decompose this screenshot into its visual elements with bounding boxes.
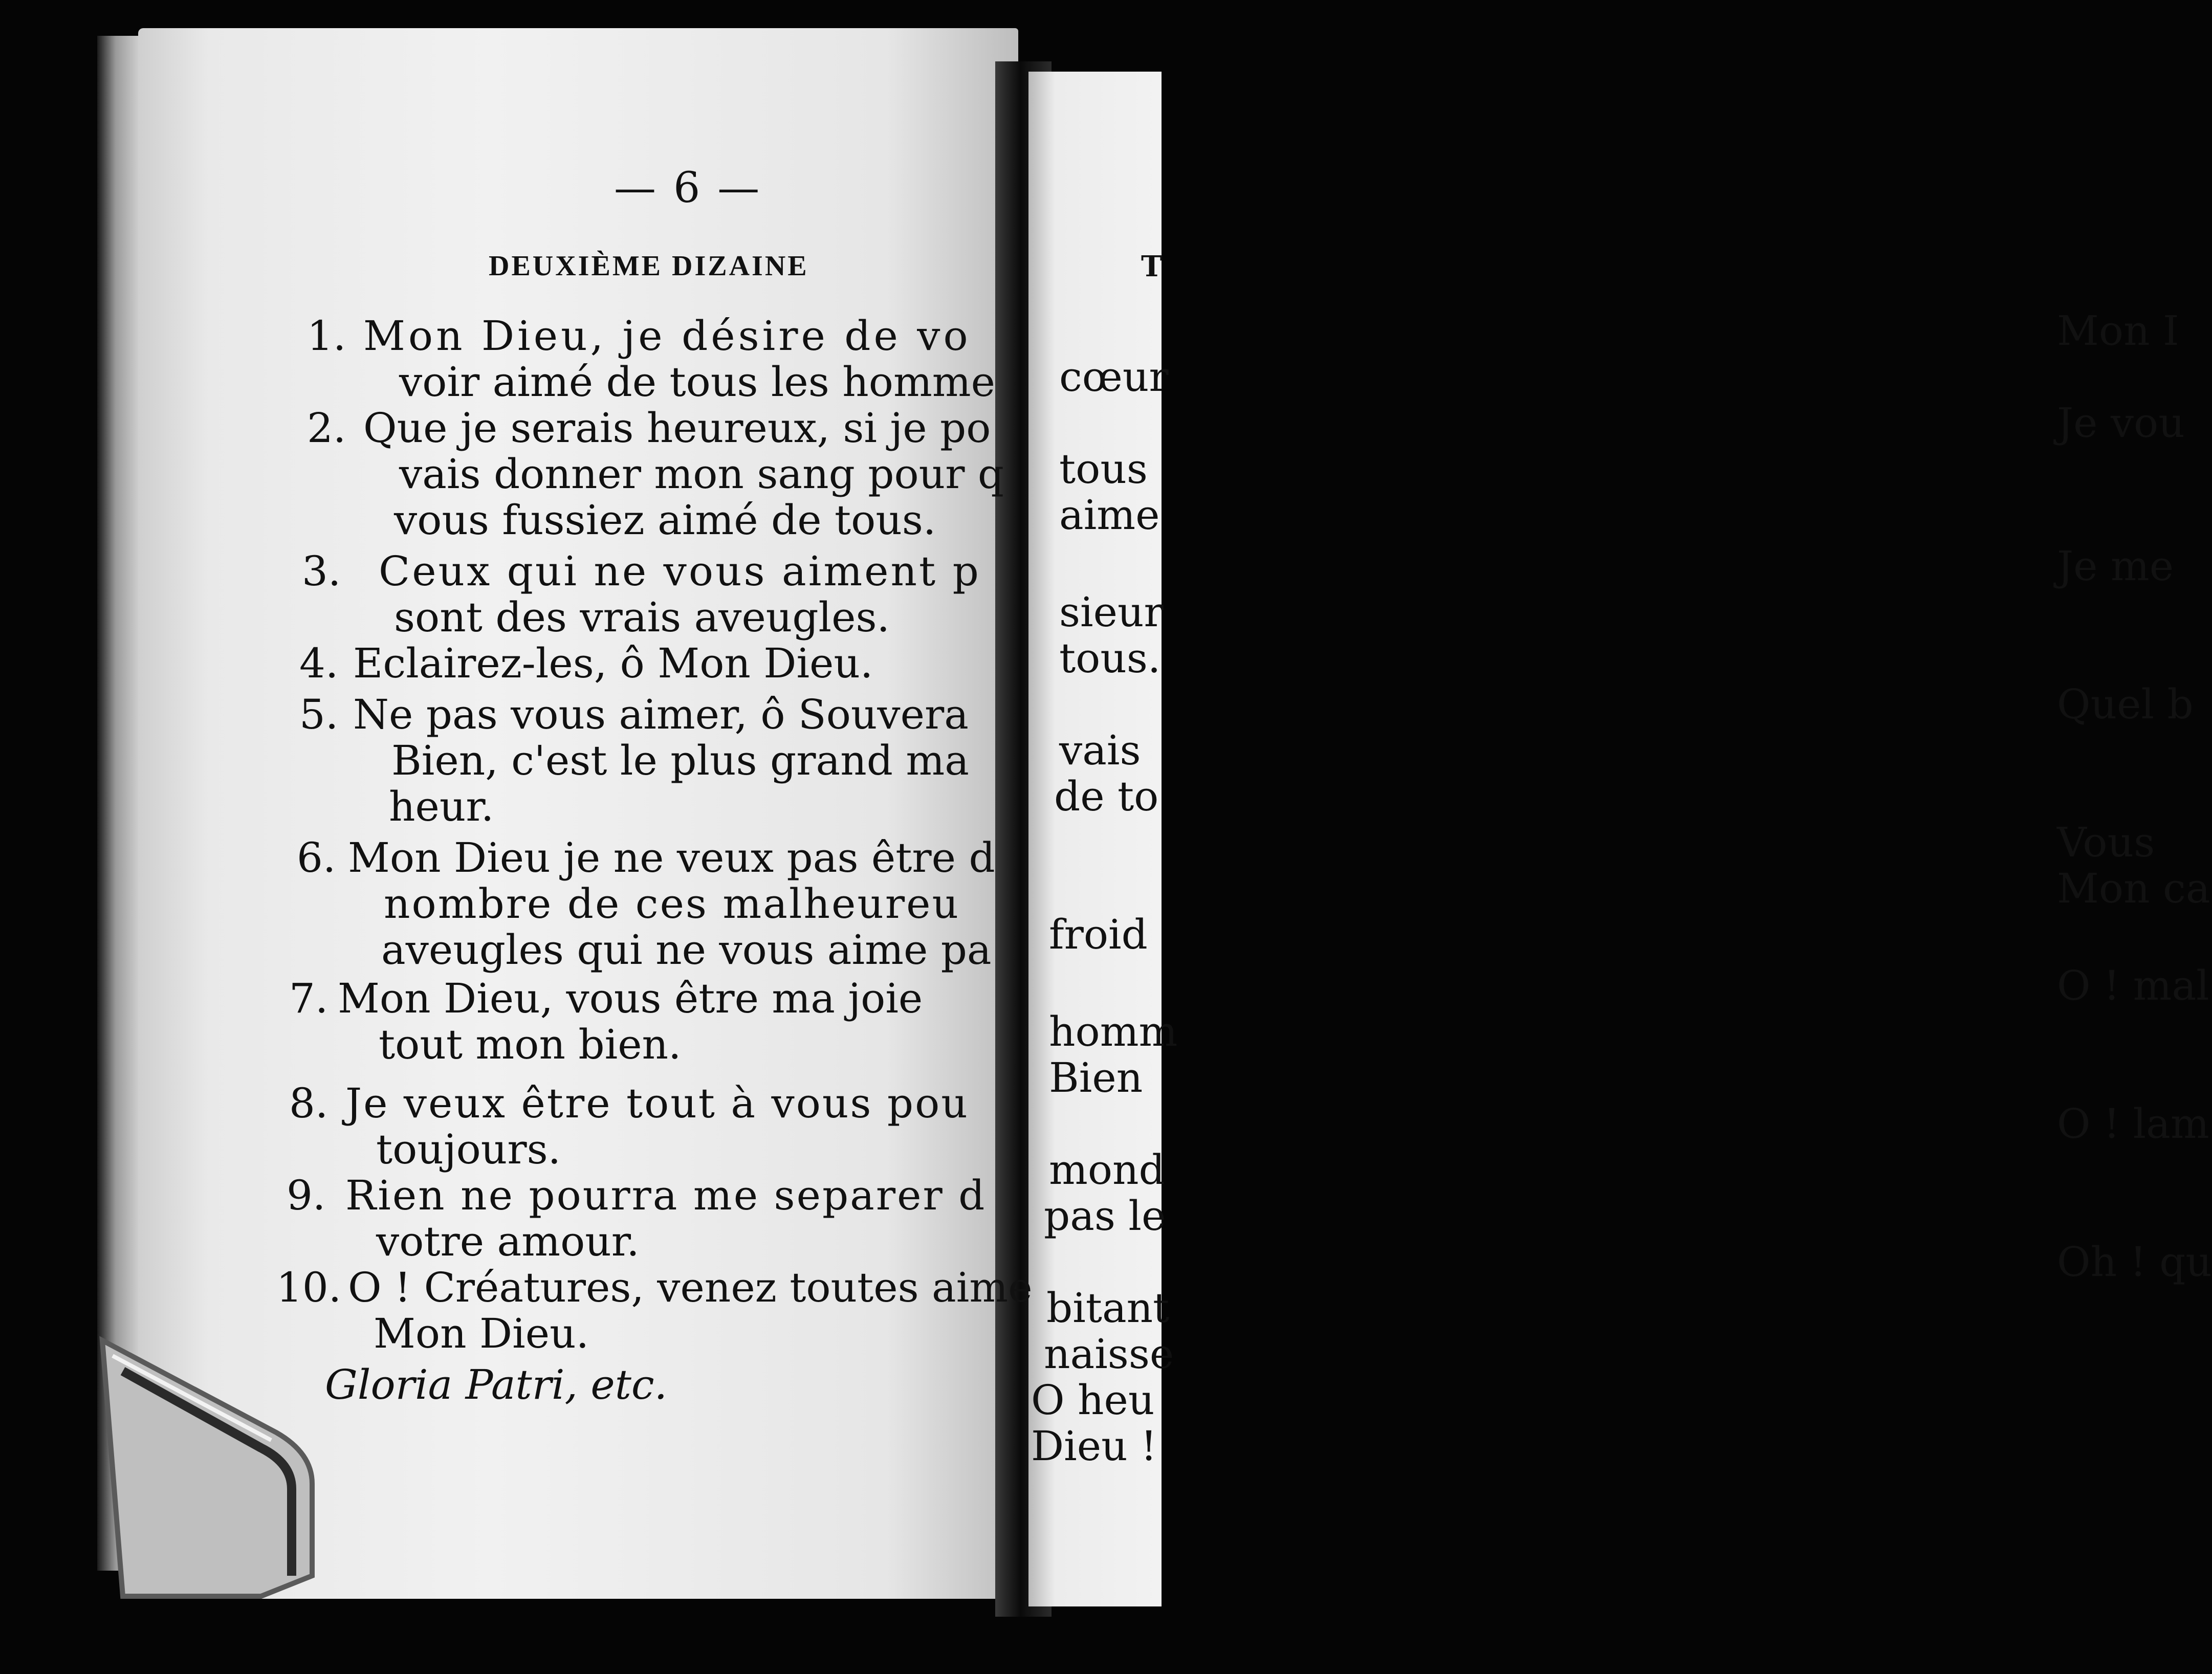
closing-line: Gloria Patri, etc. bbox=[325, 1361, 668, 1408]
right-line: Dieu ! bbox=[1031, 1422, 1157, 1470]
item-number: 1. bbox=[307, 312, 346, 360]
item-line: O ! Créatures, venez toutes aime bbox=[348, 1264, 1033, 1311]
page-heading: DEUXIÈME DIZAINE bbox=[489, 250, 809, 282]
item-line: Rien ne pourra me separer d bbox=[345, 1172, 987, 1219]
item-line: tout mon bien. bbox=[379, 1021, 682, 1068]
item-line: vais donner mon sang pour q bbox=[399, 450, 1004, 498]
item-number: 8. bbox=[289, 1080, 328, 1127]
item-number: 7. bbox=[289, 975, 328, 1022]
right-line: Quel b bbox=[2057, 680, 2194, 728]
item-line: Mon Dieu, je désire de vo bbox=[363, 312, 971, 360]
item-line: Je veux être tout à vous pou bbox=[345, 1080, 969, 1127]
right-line: O ! mal bbox=[2057, 962, 2209, 1009]
item-line: nombre de ces malheureu bbox=[384, 880, 960, 928]
right-line: vais bbox=[1059, 726, 1141, 774]
right-line: Vous bbox=[2057, 819, 2155, 866]
item-number: 4. bbox=[299, 640, 339, 687]
item-line: Ne pas vous aimer, ô Souvera bbox=[353, 691, 969, 738]
right-line: Bien bbox=[1049, 1054, 1143, 1102]
item-line: Mon Dieu je ne veux pas être d bbox=[348, 834, 995, 882]
item-line: votre amour. bbox=[376, 1218, 640, 1265]
right-line: aime bbox=[1059, 491, 1160, 539]
right-line: Mon ca bbox=[2057, 865, 2210, 912]
right-line: homm bbox=[1049, 1008, 1178, 1055]
right-line: mond bbox=[1049, 1146, 1165, 1194]
item-line: Ceux qui ne vous aiment p bbox=[379, 547, 981, 595]
right-line: naisse bbox=[1044, 1330, 1174, 1378]
item-number: 9. bbox=[287, 1172, 326, 1219]
right-line: bitant bbox=[1046, 1284, 1170, 1332]
item-line: Eclairez-les, ô Mon Dieu. bbox=[353, 640, 873, 687]
right-line: O heu bbox=[1031, 1376, 1155, 1424]
right-line: sieur bbox=[1059, 588, 1164, 636]
right-line: Je me bbox=[2057, 542, 2174, 590]
item-line: toujours. bbox=[376, 1126, 561, 1173]
item-line: heur. bbox=[389, 783, 494, 830]
item-line: Bien, c'est le plus grand ma bbox=[391, 737, 969, 784]
item-line: Que je serais heureux, si je po bbox=[363, 404, 991, 452]
right-line: Oh ! qu bbox=[2057, 1238, 2212, 1286]
item-number: 5. bbox=[299, 691, 339, 738]
item-number: 10. bbox=[276, 1264, 342, 1311]
item-line: vous fussiez aimé de tous. bbox=[394, 496, 936, 544]
right-line: de to bbox=[1054, 773, 1159, 820]
item-number: 6. bbox=[297, 834, 336, 882]
right-page-text bbox=[1026, 0, 2212, 1674]
item-line: sont des vrais aveugles. bbox=[394, 593, 890, 641]
item-line: voir aimé de tous les homme bbox=[399, 358, 995, 406]
right-line: tous bbox=[1059, 445, 1148, 493]
item-number: 2. bbox=[307, 404, 346, 452]
item-line: Mon Dieu, vous être ma joie bbox=[338, 975, 923, 1022]
right-line: tous. bbox=[1059, 634, 1161, 682]
right-heading-fragment: T bbox=[1141, 250, 1163, 283]
right-line: O ! lam bbox=[2057, 1100, 2209, 1148]
item-line: aveugles qui ne vous aime pa bbox=[381, 926, 992, 974]
right-line: Mon I bbox=[2057, 307, 2179, 355]
right-line: froid bbox=[1049, 911, 1148, 958]
item-line: Mon Dieu. bbox=[374, 1310, 589, 1357]
right-line: pas le bbox=[1044, 1192, 1166, 1240]
right-line: cœur bbox=[1059, 353, 1169, 401]
left-page-text bbox=[0, 0, 1033, 1674]
item-number: 3. bbox=[302, 547, 341, 595]
right-line: Je vou bbox=[2057, 399, 2185, 447]
page-number: — 6 — bbox=[614, 164, 762, 212]
